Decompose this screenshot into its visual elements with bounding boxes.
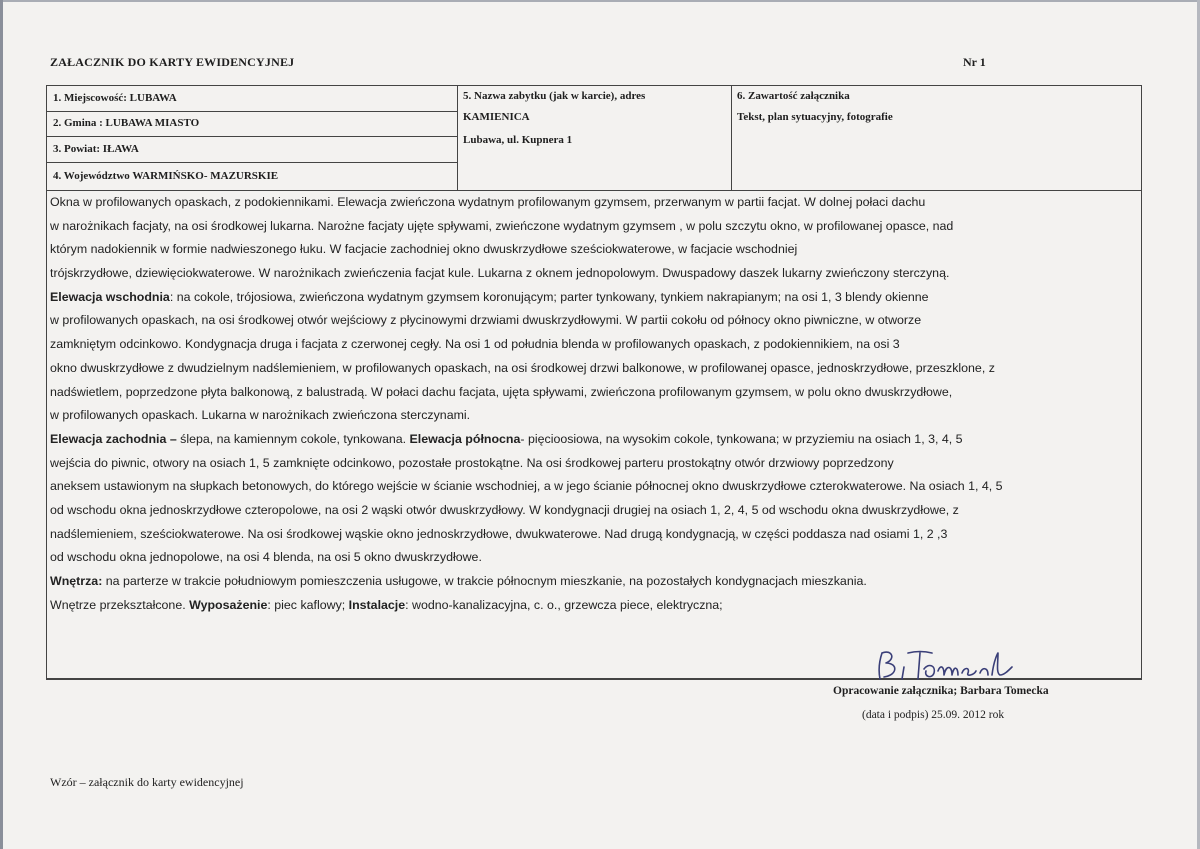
text-line: [50, 594, 1140, 618]
handwritten-signature: [872, 645, 1022, 687]
text-line: [50, 475, 1140, 499]
field-nazwa-label: 5. Nazwa zabytku (jak w karcie), adres: [463, 90, 646, 102]
description-text: [50, 191, 1140, 631]
text-segment: : na cokole, trójosiowa, zwieńczona wydatnym gzymsem koronującym; parter tynkowany, tynkiem nakrapianym; na osi 1, 3 blendy okienne: [169, 289, 929, 304]
text-segment: w profilowanych opaskach. Lukarna w narożnikach zwieńczona sterczynami.: [50, 408, 471, 423]
bold-heading: Elewacja zachodnia –: [50, 431, 177, 446]
field-powiat: 3. Powiat: IŁAWA: [53, 143, 139, 155]
row-divider-3: [47, 162, 457, 163]
document-title: ZAŁACZNIK DO KARTY EWIDENCYJNEJ: [50, 55, 295, 69]
field-miejscowosc: 1. Miejscowość: LUBAWA: [53, 92, 177, 104]
text-line: [50, 381, 1140, 405]
text-line: [50, 191, 1140, 215]
row-divider-2: [47, 136, 457, 137]
text-segment: nadświetlem, poprzedzone płyta balkonową, z balustradą. W połaci dachu facjata, ujęta spływami, zwieńczona profilowanym gzymsem, w polu okno dwuskrzydłowe,: [50, 384, 953, 399]
scan-edge-left: [0, 0, 3, 849]
text-segment: zamkniętym odcinkowo. Kondygnacja druga i facjata z czerwonej cegły. Na osi 1 od południa blenda w profilowanych opaskach, z podokiennikiem, na osi 3: [50, 337, 900, 352]
text-segment: : piec kaflowy;: [267, 597, 349, 612]
text-segment: : wodno-kanalizacyjna, c. o., grzewcza piece, elektryczna;: [405, 597, 723, 612]
column-divider-1: [457, 86, 458, 190]
text-segment: ślepa, na kamiennym cokole, tynkowana.: [176, 431, 410, 446]
field-gmina: 2. Gmina : LUBAWA MIASTO: [53, 117, 200, 129]
text-line: [50, 357, 1140, 381]
text-segment: na parterze w trakcie południowym pomieszczenia usługowe, w trakcie północnym mieszkanie, na pozostałych kondygnacjach mieszkania.: [102, 574, 867, 588]
field-adres: Lubawa, ul. Kupnera 1: [463, 134, 573, 146]
text-segment: od wschodu okna jednoskrzydłowe czteropolowe, na osi 2 wąski otwór dwuskrzydłowy. W kondygnacji drugiej na osiach 1, 2, 4, 5 od wschodu okna dwuskrzydłowe, z: [50, 502, 959, 517]
text-line: [50, 238, 1140, 262]
document-number: Nr 1: [963, 55, 986, 69]
text-segment: okno dwuskrzydłowe z dwudzielnym nadślemieniem, w profilowanych opaskach, na osi środkowej drzwi balkonowe, w profilowanej opasce, jednoskrzydłowe, przeszklone, z: [50, 360, 995, 375]
text-line: [50, 499, 1140, 523]
text-segment: Okna w profilowanych opaskach, z podokiennikami. Elewacja zwieńczona wydatnym profilowanym gzymsem, przerwanym w partii facjat. W dolnej połaci dachu: [50, 195, 926, 209]
text-segment: w profilowanych opaskach, na osi środkowej otwór wejściowy z płycinowymi drzwiami dwuskrzydłowymi. W partii cokołu od północy okno piwniczne, w otworze: [50, 313, 922, 328]
text-line: [50, 404, 1140, 428]
text-line: [50, 452, 1140, 476]
field-zawartosc-value: Tekst, plan sytuacyjny, fotografie: [737, 111, 893, 123]
bold-heading: Instalacje: [348, 597, 406, 612]
bold-heading: Elewacja wschodnia: [50, 289, 170, 304]
text-line: [50, 333, 1140, 357]
text-segment: od wschodu okna jednopolowe, na osi 4 blenda, na osi 5 okno dwuskrzydłowe.: [50, 550, 482, 565]
text-segment: trójskrzydłowe, dziewięciokwaterowe. W narożnikach zwieńczenia facjat kule. Lukarna z oknem jednopolowym. Dwuspadowy daszek lukarny zwieńczony sterczyną.: [50, 266, 950, 281]
column-divider-2: [731, 86, 732, 190]
text-line: [50, 570, 1140, 594]
text-line: [50, 309, 1140, 333]
text-segment: aneksem ustawionym na słupkach betonowych, do którego wejście w ścianie wschodniej, a w jego ścianie północnej okno dwuskrzydłowe czterokwaterowe. Na osiach 1, 4, 5: [50, 479, 1003, 494]
text-segment: - pięcioosiowa, na wysokim cokole, tynkowana; w przyziemiu na osiach 1, 3, 4, 5: [520, 431, 963, 446]
text-line: [50, 215, 1140, 239]
bold-heading: Wnętrza:: [50, 574, 103, 588]
text-line: [50, 262, 1140, 286]
scan-edge-top: [0, 0, 1200, 2]
text-segment: Wnętrze przekształcone.: [50, 597, 190, 612]
date-signature-line: (data i podpis) 25.09. 2012 rok: [862, 709, 1005, 721]
prepared-by: Opracowanie załącznika; Barbara Tomecka: [833, 685, 1049, 697]
text-segment: w narożnikach facjaty, na osi środkowej lukarna. Narożne facjaty ujęte spływami, zwieńczone wydatnym gzymsem , w polu szczytu okno, w profilowanej opasce, nad: [50, 218, 954, 233]
text-segment: którym nadokiennik w formie nadwieszonego łuku. W facjacie zachodniej okno dwuskrzydłowe sześciokwaterowe, w facjacie wschodniej: [50, 242, 798, 257]
bold-heading: Wyposażenie: [189, 597, 268, 612]
text-segment: wejścia do piwnic, otwory na osiach 1, 5 zamknięte odcinkowo, pozostałe prostokątne. Na osi środkowej parteru prostokątny otwór drzwiowy poprzedzony: [50, 455, 894, 470]
field-nazwa-value: KAMIENICA: [463, 111, 530, 123]
text-line: [50, 546, 1140, 570]
text-line: [50, 428, 1140, 452]
row-divider-1: [47, 111, 457, 112]
footer-note: Wzór – załącznik do karty ewidencyjnej: [50, 775, 244, 789]
text-line: [50, 286, 1140, 310]
field-wojewodztwo: 4. Województwo WARMIŃSKO- MAZURSKIE: [53, 170, 279, 182]
text-segment: nadślemieniem, sześciokwaterowe. Na osi środkowej wąskie okno jednoskrzydłowe, dwukwaterowe. Nad drugą kondygnacją, w części poddasza nad osiami 1, 2 ,3: [50, 526, 948, 541]
bold-heading: Elewacja północna: [409, 431, 521, 446]
text-line: [50, 523, 1140, 547]
field-zawartosc-label: 6. Zawartość załącznika: [737, 90, 850, 102]
